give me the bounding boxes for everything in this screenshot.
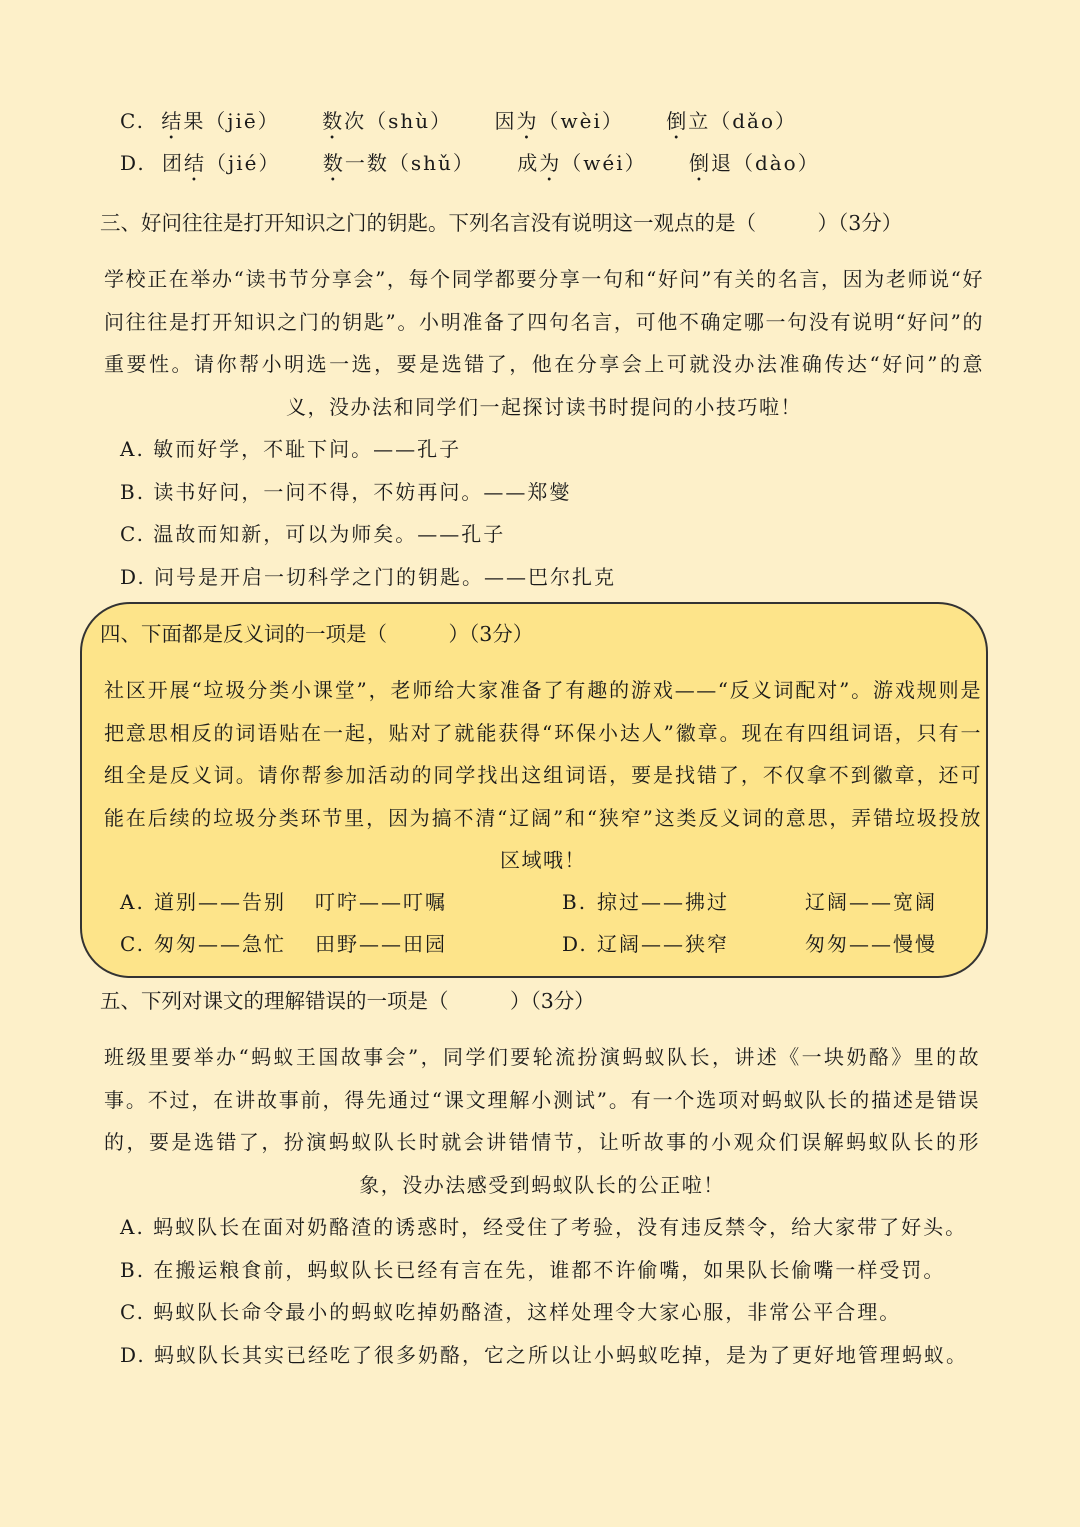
word-pair: 匆匆——急忙 xyxy=(154,932,286,956)
word-pair: 掠过——拂过 xyxy=(597,890,729,914)
q3-paragraph: 学校正在举办“读书节分享会”，每个同学都要分享一句和“好问”有关的名言，因为老师说“好问往往是打开知识之门的钥匙”。小明准备了四句名言，可他不确定哪一句没有说明“好问”的重要性。请你帮小明选一选，要是选错了，他在分享会上可就没办法准确传达“好问”的意义，没办法和同学们一起探讨读书时提问的小技巧啦！ xyxy=(104,267,984,419)
word-pair: 辽阔——宽阔 xyxy=(805,890,937,914)
pinyin-item: 因为（wèi） xyxy=(494,109,624,133)
pinyin-item: 倒立（dǎo） xyxy=(666,109,797,133)
q5-option-c: C. 蚂蚁队长命令最小的蚂蚁吃掉奶酪渣，这样处理令大家心服，非常公平合理。 xyxy=(120,1300,902,1324)
q2-option-c xyxy=(120,107,831,144)
q5-option-d: D. 蚂蚁队长其实已经吃了很多奶酪，它之所以让小蚂蚁吃掉，是为了更好地管理蚂蚁。 xyxy=(120,1343,969,1367)
option-letter: D. xyxy=(120,151,146,175)
word-pair: 道别——告别 xyxy=(154,890,286,914)
q3-option-c: C. 温故而知新，可以为师矣。——孔子 xyxy=(120,522,506,546)
q3-option-d: D. 问号是开启一切科学之门的钥匙。——巴尔扎克 xyxy=(120,565,617,589)
pinyin-item: 结果（jiē） xyxy=(161,109,280,133)
option-letter: C. xyxy=(120,109,145,133)
q5-option-a: A. 蚂蚁队长在面对奶酪渣的诱惑时，经受住了考验，没有违反禁令，给大家带了好头。 xyxy=(120,1215,968,1239)
word-pair: 田野——田园 xyxy=(315,932,447,956)
q4-heading: 四、下面都是反义词的一项是（ ）（3分） xyxy=(100,622,534,646)
pinyin-item: 数次（shù） xyxy=(322,109,453,133)
option-letter: B. xyxy=(562,890,588,914)
pinyin-item: 数一数（shǔ） xyxy=(322,151,475,175)
option-letter: C. xyxy=(120,932,145,956)
pinyin-item: 团结（jié） xyxy=(162,151,281,175)
option-letter: A. xyxy=(120,890,145,914)
q4-paragraph: 社区开展“垃圾分类小课堂”，老师给大家准备了有趣的游戏——“反义词配对”。游戏规则是把意思相反的词语贴在一起，贴对了就能获得“环保小达人”徽章。现在有四组词语，只有一组全是反义词。请你帮参加活动的同学找出这组词语，要是找错了，不仅拿不到徽章，还可能在后续的垃圾分类环节里，因为搞不清“辽阔”和“狭窄”这类反义词的意思，弄错垃圾投放区域哦！ xyxy=(104,678,982,872)
q3-heading: 三、好问往往是打开知识之门的钥匙。下列名言没有说明这一观点的是（ ）（3分） xyxy=(100,211,903,235)
q5-heading: 五、下列对课文的理解错误的一项是（ ）（3分） xyxy=(100,989,595,1013)
q5-paragraph: 班级里要举办“蚂蚁王国故事会”，同学们要轮流扮演蚂蚁队长，讲述《一块奶酪》里的故事。不过，在讲故事前，得先通过“课文理解小测试”。有一个选项对蚂蚁队长的描述是错误的，要是选错了，扮演蚂蚁队长时就会讲错情节，让听故事的小观众们误解蚂蚁队长的形象，没办法感受到蚂蚁队长的公正啦！ xyxy=(104,1045,980,1197)
q3-option-b: B. 读书好问，一问不得，不妨再问。——郑燮 xyxy=(120,480,572,504)
q2-option-d xyxy=(120,149,854,186)
word-pair: 辽阔——狭窄 xyxy=(597,932,729,956)
word-pair: 匆匆——慢慢 xyxy=(805,932,937,956)
q3-option-a: A. 敏而好学，不耻下问。——孔子 xyxy=(120,437,462,461)
option-letter: D. xyxy=(562,932,588,956)
pinyin-item: 成为（wéi） xyxy=(517,151,647,175)
pinyin-item: 倒退（dào） xyxy=(688,151,820,175)
word-pair: 叮咛——叮嘱 xyxy=(315,890,447,914)
q5-option-b: B. 在搬运粮食前，蚂蚁队长已经有言在先，谁都不许偷嘴，如果队长偷嘴一样受罚。 xyxy=(120,1258,946,1282)
